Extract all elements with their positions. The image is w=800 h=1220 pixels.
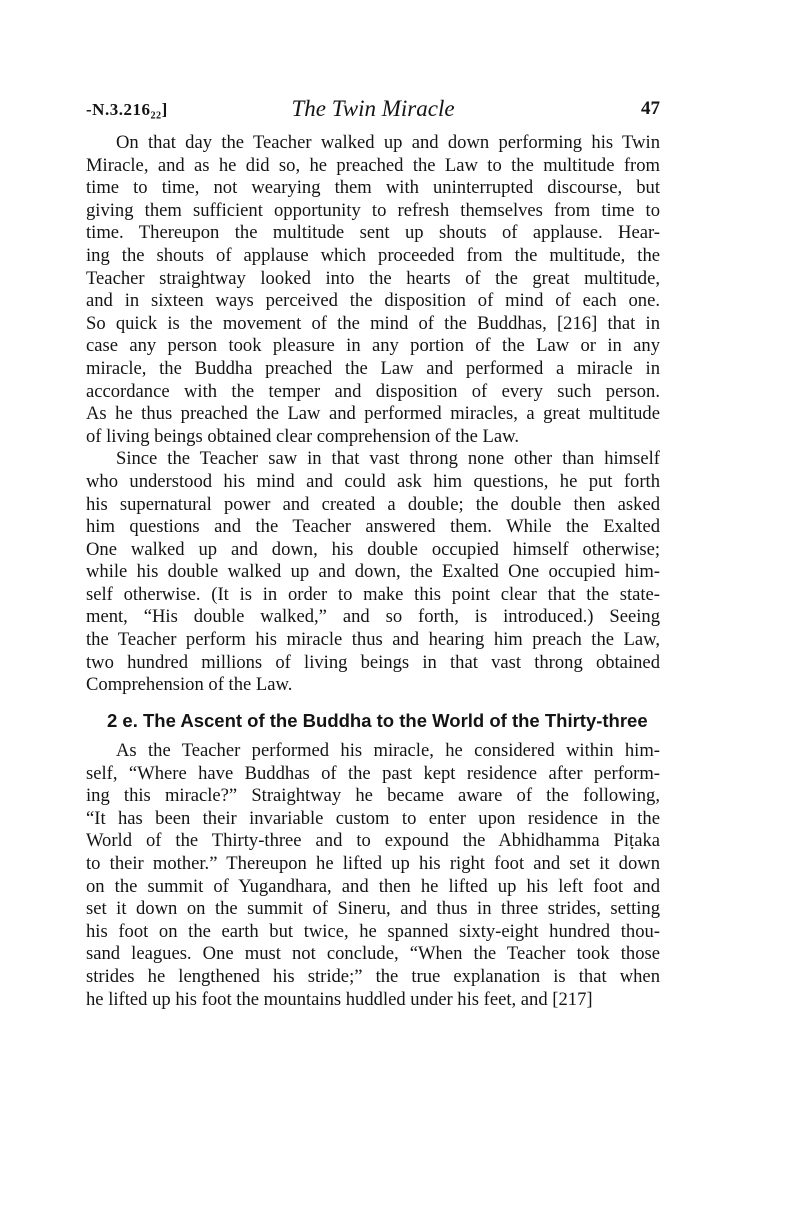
- text-line: ing this miracle?” Straightway he became aware of the following,: [86, 785, 660, 807]
- body-text-after-heading: [86, 740, 660, 1011]
- text-line: “It has been their invariable custom to enter upon residence in the: [86, 807, 660, 829]
- text-line: Comprehension of the Law.: [86, 674, 293, 696]
- text-line: him questions and the Teacher answered them. While the Exalted: [86, 516, 660, 538]
- text-line: So quick is the movement of the mind of the Buddhas, [216] that in: [86, 312, 660, 334]
- text-line: two hundred millions of living beings in that vast throng obtained: [86, 651, 660, 673]
- text-line: and in sixteen ways perceived the disposition of mind of each one.: [86, 290, 660, 312]
- text-line: sand leagues. One must not conclude, “When the Teacher took those: [86, 943, 660, 965]
- text-line: ment, “His double walked,” and so forth, is introduced.) Seeing: [86, 606, 660, 628]
- text-line: his foot on the earth but twice, he spanned sixty-eight hundred thou-: [86, 920, 660, 942]
- text-line: World of the Thirty-three and to expound the Abhidhamma Piṭaka: [86, 830, 660, 852]
- running-header: [86, 96, 660, 124]
- text-line: he lifted up his foot the mountains huddled under his feet, and [217]: [86, 988, 593, 1010]
- text-line: miracle, the Buddha preached the Law and performed a miracle in: [86, 357, 660, 379]
- header-reference: -N.3.216₂₂]: [86, 100, 168, 119]
- text-line: Miracle, and as he did so, he preached the Law to the multitude from: [86, 154, 660, 176]
- text-line: to their mother.” Thereupon he lifted up his right foot and set it down: [86, 852, 660, 874]
- text-line: Since the Teacher saw in that vast throng none other than himself: [116, 448, 660, 470]
- text-line: As he thus preached the Law and performed miracles, a great multitude: [86, 403, 660, 425]
- text-line: set it down on the summit of Sineru, and thus in three strides, setting: [86, 898, 660, 920]
- paragraph: [86, 740, 660, 1011]
- text-line: On that day the Teacher walked up and down performing his Twin: [116, 132, 660, 153]
- text-line: time to time, not wearying them with uninterrupted discourse, but: [86, 177, 660, 199]
- text-line: his supernatural power and created a double; the double then asked: [86, 493, 660, 515]
- text-line: self otherwise. (It is in order to make this point clear that the state-: [86, 583, 660, 605]
- paragraph: [86, 448, 660, 697]
- text-line: accordance with the temper and disposition of every such person.: [86, 380, 660, 402]
- text-line: strides he lengthened his stride;” the true explanation is that when: [86, 965, 660, 987]
- text-line: time. Thereupon the multitude sent up shouts of applause. Hear-: [86, 222, 660, 244]
- text-line: As the Teacher performed his miracle, he considered within him-: [116, 740, 660, 761]
- text-line: while his double walked up and down, the Exalted One occupied him-: [86, 561, 660, 583]
- text-line: case any person took pleasure in any portion of the Law or in any: [86, 335, 660, 357]
- text-line: of living beings obtained clear comprehension of the Law.: [86, 425, 520, 447]
- text-line: the Teacher perform his miracle thus and hearing him preach the Law,: [86, 629, 660, 651]
- text-line: Teacher straightway looked into the hearts of the great multitude,: [86, 267, 660, 289]
- running-title: The Twin Miracle: [291, 96, 455, 121]
- page-number: 47: [641, 98, 660, 119]
- text-line: One walked up and down, his double occupied himself otherwise;: [86, 538, 660, 560]
- text-line: who understood his mind and could ask him questions, he put forth: [86, 470, 660, 492]
- text-line: on the summit of Yugandhara, and then he lifted up his left foot and: [86, 875, 660, 897]
- body-text-before-heading: [86, 132, 660, 697]
- paragraph: [86, 132, 660, 448]
- section-heading: 2 e. The Ascent of the Buddha to the World of the Thirty-three: [107, 710, 648, 731]
- text-line: ing the shouts of applause which proceeded from the multitude, the: [86, 244, 660, 266]
- text-line: self, “Where have Buddhas of the past kept residence after perform-: [86, 762, 660, 784]
- text-line: giving them sufficient opportunity to refresh themselves from time to: [86, 199, 660, 221]
